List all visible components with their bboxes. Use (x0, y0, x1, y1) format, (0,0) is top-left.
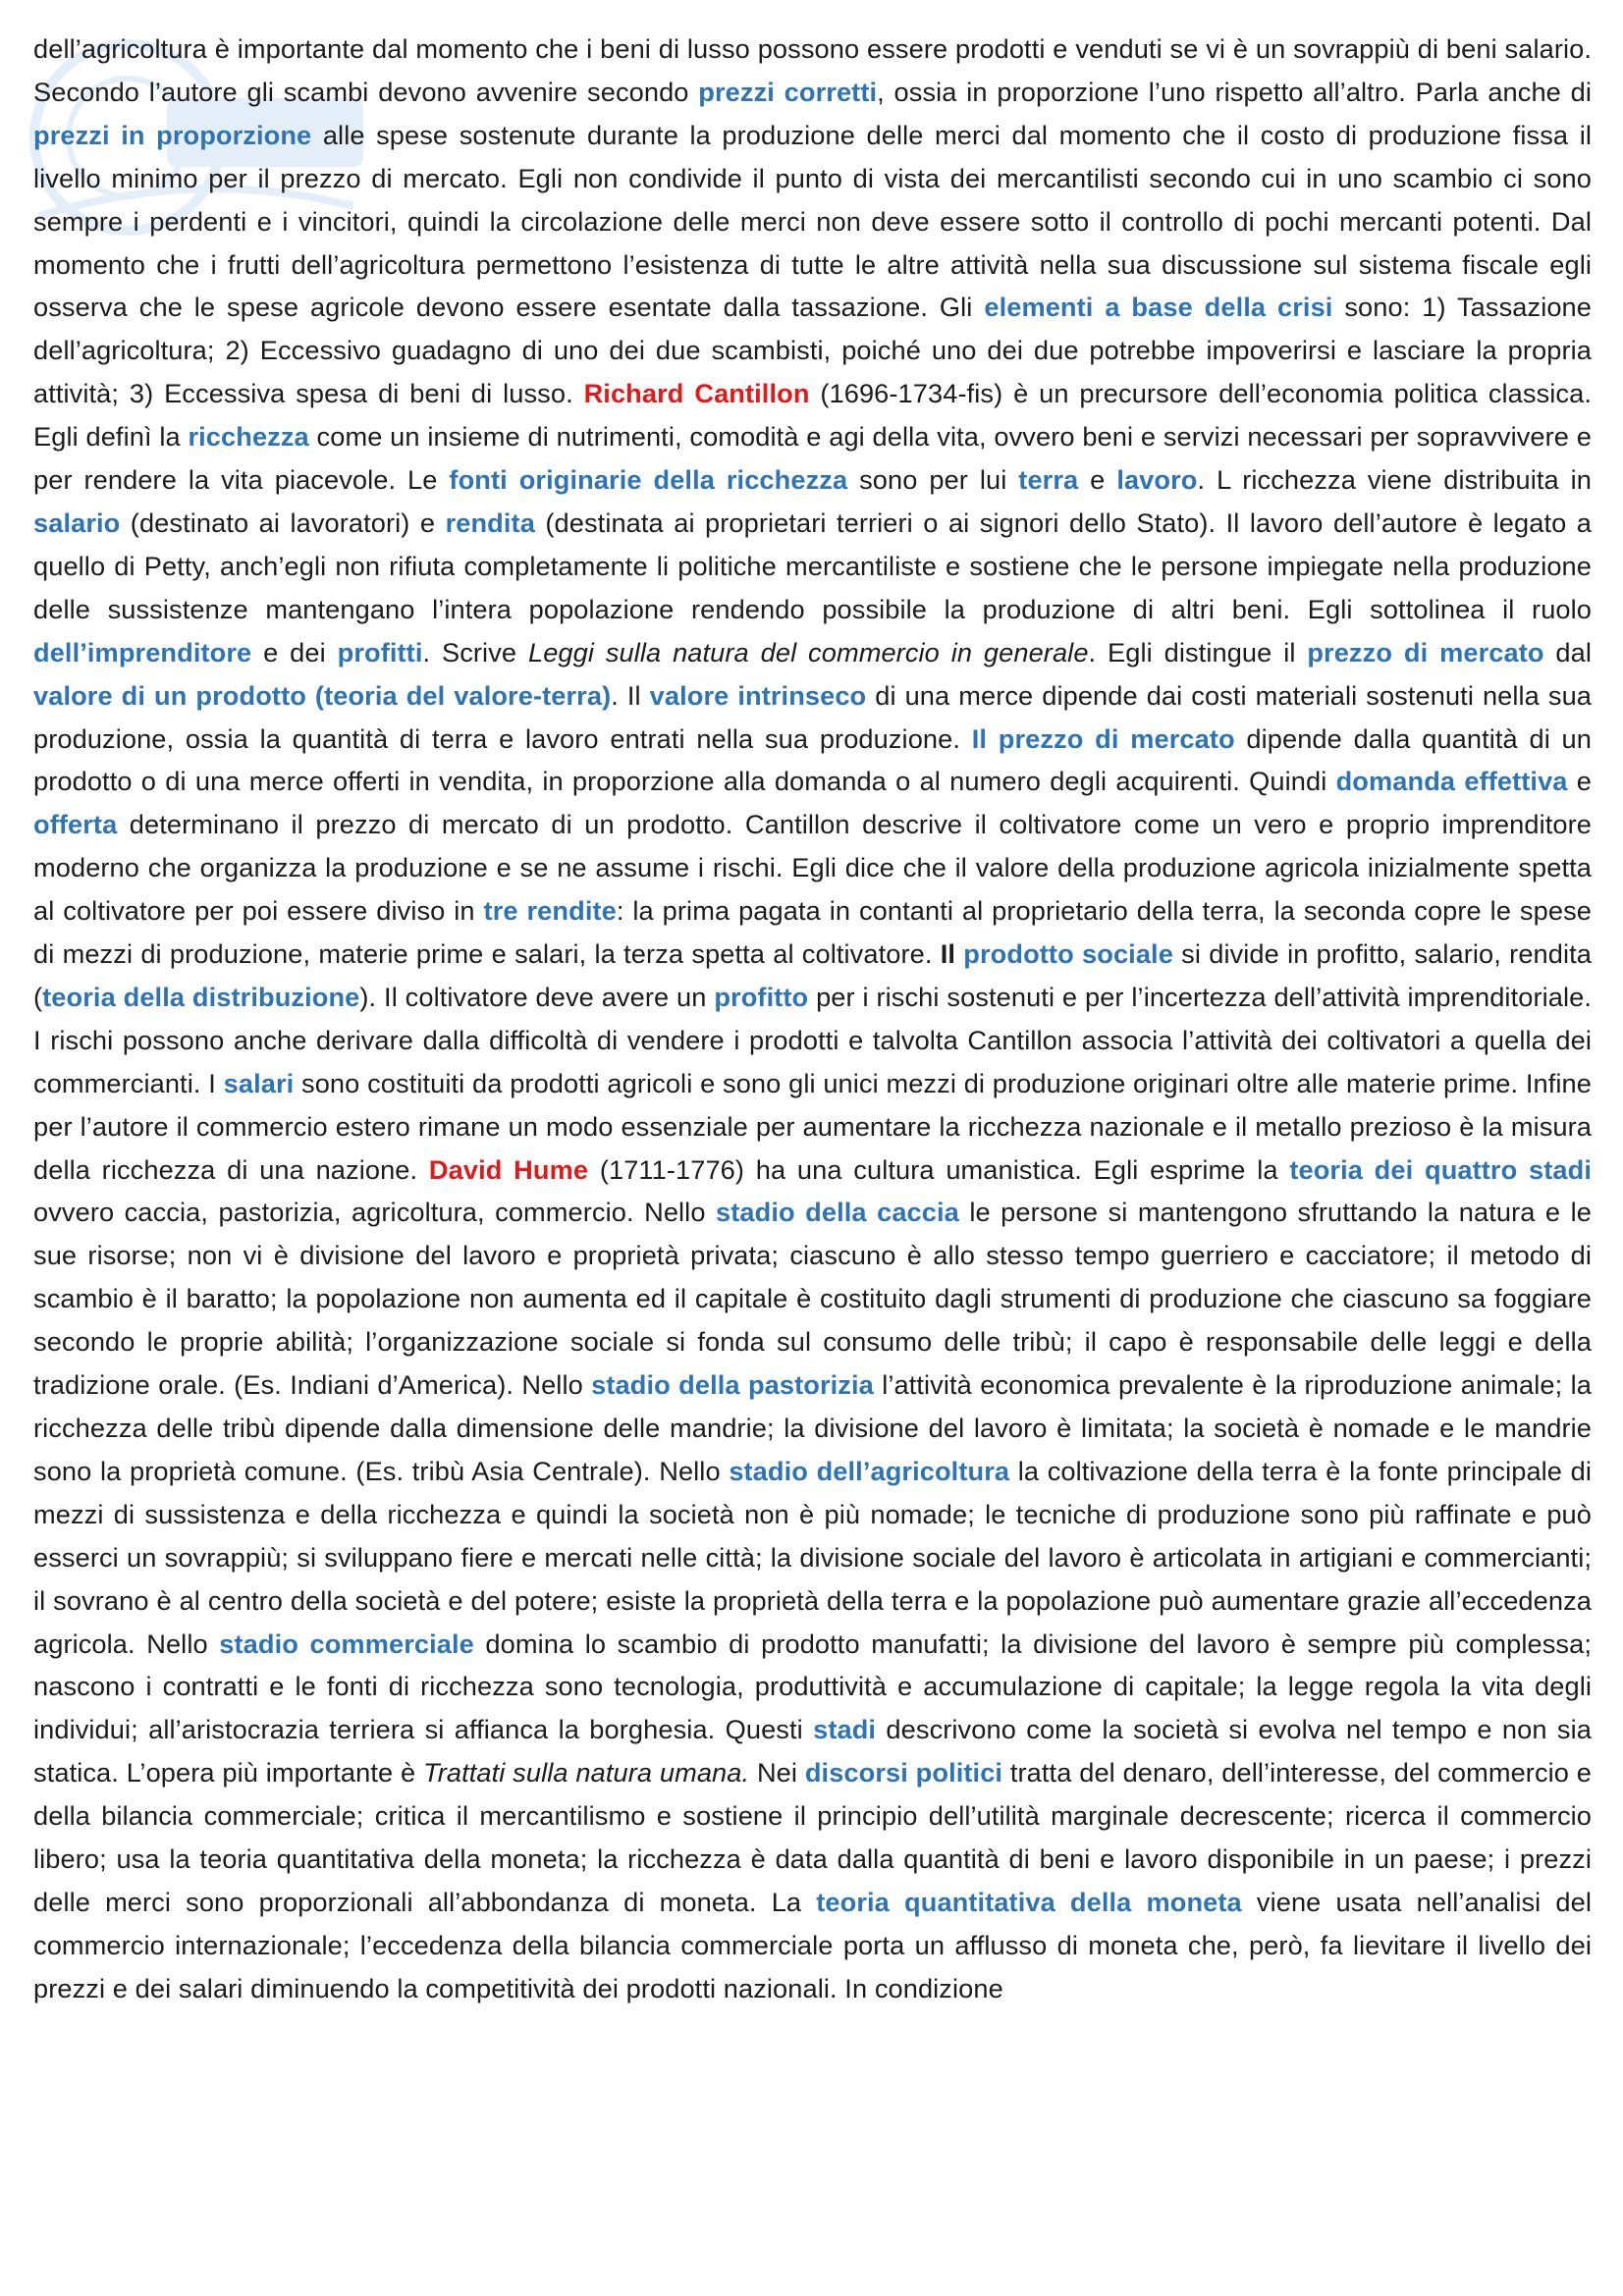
keyword-term: dell’imprenditore (33, 636, 252, 667)
book-title: Trattati sulla natura umana. (423, 1757, 750, 1789)
text-run: (1711-1776) ha una cultura umanistica. Egli esprime la (588, 1153, 1290, 1185)
text-run: sono: 1) Tassazione dell’agricoltura; 2) Eccessivo guadagno di uno dei due scambisti, poiché uno dei due potrebbe impoverirsi e lasciare la propria attività; 3) Eccessiva spesa di beni di lusso. (33, 292, 1593, 409)
keyword-term: profitto (714, 981, 809, 1012)
text-run: . Scrive (422, 636, 528, 667)
bold-text: Il (940, 938, 956, 970)
text-run: descrivono come la società si evolva nel tempo e non sia statica. L’opera più importante è (33, 1714, 1592, 1789)
text-run: Nei (749, 1757, 805, 1789)
keyword-term: teoria della distribuzione (42, 981, 360, 1012)
text-run: l’attività economica prevalente è la riproduzione animale; la ricchezza delle tribù dipende dalla dimensione delle mandrie; la divisione del lavoro è limitata; la società è nomade e le mandrie sono la proprietà comune. (Es. tribù Asia Centrale). Nello (33, 1369, 1592, 1486)
keyword-term: stadio dell’agricoltura (729, 1455, 1010, 1486)
text-run: (destinata ai proprietari terrieri o ai signori dello Stato). Il lavoro dell’autore è legato a quello di Petty, anch’egli non rifiuta completamente li politiche mercantiliste e sostiene che le persone impiegate nella produzione delle sussistenze mantengano l’intera popolazione rendendo possibile la produzione di altri beni. Egli sottolinea il ruolo (33, 507, 1592, 624)
text-run: le persone si mantengono sfruttando la natura e le sue risorse; non vi è divisione del lavoro e proprietà privata; ciascuno è allo stesso tempo guerriero e cacciatore; il metodo di scambio è il baratto; la popolazione non aumenta ed il capitale è costituito dagli strumenti di produzione che ciascuno sa foggiare secondo le proprie abilità; l’organizzazione sociale si fonda sul consumo delle tribù; il capo è responsabile delle leggi e della tradizione orale. (Es. Indiani d’America). Nello (33, 1197, 1592, 1401)
keyword-term: offerta (33, 809, 118, 840)
keyword-term: stadio commerciale (219, 1628, 474, 1659)
keyword-term: tre rendite (483, 895, 617, 927)
text-run: sono costituiti da prodotti agricoli e sono gli unici mezzi di produzione originari oltre alle materie prime. Infine per l’autore il commercio estero rimane un modo essenziale per aumentare la ricchezza nazionale e il metallo prezioso è la misura della ricchezza di una nazione. (33, 1067, 1592, 1185)
keyword-term: ricchezza (188, 421, 309, 453)
keyword-term: prezzo di mercato (1307, 636, 1544, 667)
text-run: . Egli distingue il (1088, 636, 1308, 667)
keyword-term: elementi a base della crisi (984, 292, 1333, 323)
text-run: dell’agricoltura è importante dal momento che i beni di lusso possono essere prodotti e venduti se vi è un sovrappiù di beni salario. Secondo l’autore gli scambi devono avvenire secondo (33, 33, 1592, 107)
text-run: . Il (611, 679, 650, 711)
keyword-term: teoria dei quattro stadi (1289, 1153, 1592, 1185)
text-run: determinano il prezzo di mercato di un prodotto. Cantillon descrive il coltivatore come un vero e proprio imprenditore moderno che organizza la produzione e se ne assume i rischi. Egli dice che il valore della produzione agricola inizialmente spetta al coltivatore per poi essere diviso in (33, 809, 1592, 927)
keyword-term: domanda effettiva (1335, 766, 1568, 797)
keyword-term: lavoro (1116, 464, 1198, 496)
text-run: viene usata nell’analisi del commercio internazionale; l’eccedenza della bilancia commerciale porta un afflusso di moneta che, però, fa lievitare il livello dei prezzi e dei salari diminuendo la competitività dei prodotti nazionali. In condizione (33, 1886, 1592, 2003)
text-run: alle spese sostenute durante la produzione delle merci dal momento che il costo di produzione fissa il livello minimo per il prezzo di mercato. Egli non condivide il punto di vista dei mercantilisti secondo cui in uno scambio ci sono sempre i perdenti e i vincitori, quindi la circolazione delle merci non deve essere sotto il controllo di pochi mercanti potenti. Dal momento che i frutti dell’agricoltura permettono l’esistenza di tutte le altre attività nella sua discussione sul sistema fiscale egli osserva che le spese agricole devono essere esentate dalla tassazione. Gli (33, 119, 1592, 323)
book-title: Leggi sulla natura del commercio in generale (527, 636, 1089, 667)
keyword-term: Il prezzo di mercato (971, 722, 1235, 754)
text-run: dal (1543, 636, 1592, 667)
text-run: di una merce dipende dai costi materiali sostenuti nella sua produzione, ossia la quantità di terra e lavoro entrati nella sua produzione. (33, 679, 1593, 754)
text-run: ovvero caccia, pastorizia, agricoltura, commercio. Nello (33, 1197, 717, 1228)
text-run: tratta del denaro, dell’interesse, del commercio e della bilancia commerciale; critica il mercantilismo e sostiene il principio dell’utilità marginale decrescente; ricerca il commercio libero; usa la teoria quantitativa della moneta; la ricchezza è data dalla quantità di beni e lavoro disponibile in un paese; i prezzi delle merci sono proporzionali all’abbondanza di moneta. La (33, 1757, 1593, 1917)
keyword-term: valore di un prodotto (teoria del valore-terra) (33, 679, 612, 711)
text-run: ). Il coltivatore deve avere un (359, 981, 715, 1012)
keyword-term: fonti originarie della ricchezza (449, 464, 848, 496)
keyword-term: prodotto sociale (963, 938, 1173, 970)
body-paragraph (33, 27, 1592, 2010)
keyword-term: prezzi corretti (698, 76, 878, 107)
keyword-term: prezzi in proporzione (33, 119, 312, 150)
text-run: e dei (251, 636, 338, 667)
author-name: Richard Cantillon (583, 378, 810, 409)
keyword-term: salari (223, 1067, 295, 1098)
text-run: sono per lui (847, 464, 1019, 496)
keyword-term: stadi (813, 1714, 877, 1745)
keyword-term: profitti (337, 636, 423, 667)
keyword-term: teoria quantitativa della moneta (816, 1886, 1242, 1917)
text-run: per i rischi sostenuti e per l’incertezza dell’attività imprenditoriale. I rischi possono anche derivare dalla difficoltà di vendere i prodotti e talvolta Cantillon associa l’attività dei coltivatori a quella dei commercianti. I (33, 981, 1592, 1098)
keyword-term: terra (1018, 464, 1079, 496)
keyword-term: rendita (445, 507, 535, 538)
text-run: e (1078, 464, 1117, 496)
keyword-term: salario (33, 507, 121, 538)
text-run: (1696-1734-fis) è un precursore dell’economia politica classica. Egli definì la (33, 378, 1592, 453)
text-run: , ossia in proporzione l’uno rispetto all’altro. Parla anche di (877, 76, 1592, 107)
text-run: (destinato ai lavoratori) e (120, 507, 446, 538)
text-run: come un insieme di nutrimenti, comodità e agi della vita, ovvero beni e servizi necessari per sopravvivere e per rendere la vita piacevole. Le (33, 421, 1592, 496)
text-run: e (1567, 766, 1592, 797)
author-name: David Hume (428, 1153, 589, 1185)
keyword-term: stadio della caccia (716, 1197, 959, 1228)
text-run: : la prima pagata in contanti al proprietario della terra, la seconda copre le spese di mezzi di produzione, materie prime e salari, la terza spetta al coltivatore. (33, 895, 1592, 970)
text-run: la coltivazione della terra è la fonte principale di mezzi di sussistenza e della ricchezza e quindi la società non è più nomade; le tecniche di produzione sono più raffinate e può esserci un sovrappiù; si sviluppano fiere e mercati nelle città; la divisione sociale del lavoro è articolata in artigiani e commercianti; il sovrano è al centro della società e del potere; esiste la proprietà della terra e la popolazione può aumentare grazie all’eccedenza agricola. Nello (33, 1455, 1593, 1659)
keyword-term: valore intrinseco (649, 679, 867, 711)
text-run: si divide in profitto, salario, rendita ( (33, 938, 1592, 1012)
text-run: dipende dalla quantità di un prodotto o di una merce offerti in vendita, in proporzione alla domanda o al numero degli acquirenti. Quindi (33, 722, 1592, 797)
text-run: domina lo scambio di prodotto manufatti; la divisione del lavoro è sempre più complessa; nascono i contratti e le fonti di ricchezza sono tecnologia, produttività e accumulazione di capitale; la legge regola la vita degli individui; all’aristocrazia terriera si affianca la borghesia. Questi (33, 1628, 1592, 1745)
text-run: . L ricchezza viene distribuita in (1197, 464, 1592, 496)
keyword-term: discorsi politici (804, 1757, 1003, 1789)
keyword-term: stadio della pastorizia (591, 1369, 874, 1401)
